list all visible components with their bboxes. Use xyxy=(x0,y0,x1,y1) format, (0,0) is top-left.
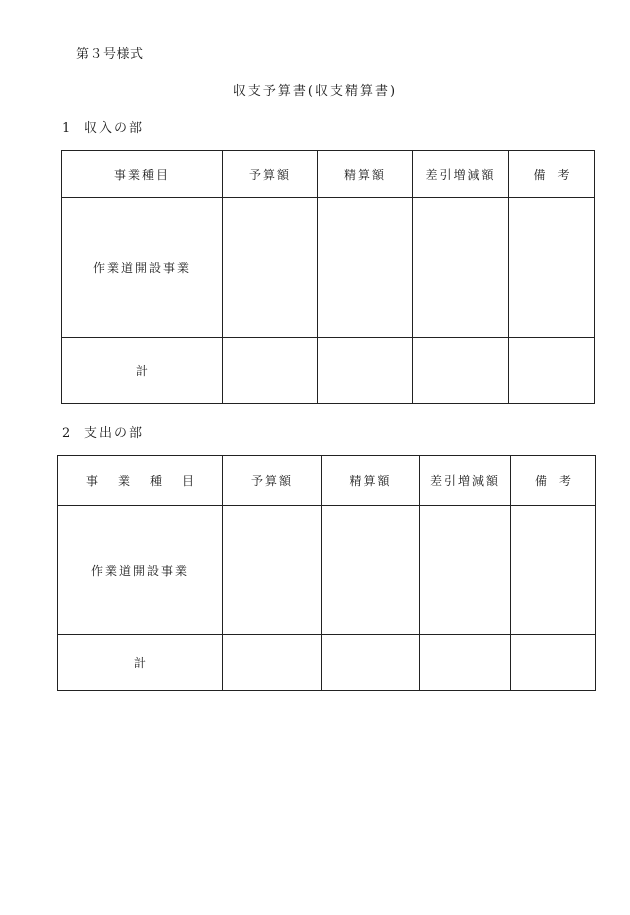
document-title: 収支予算書(収支精算書) xyxy=(232,84,398,99)
expense-table xyxy=(57,455,596,691)
cell-item: 計 xyxy=(62,338,223,404)
cell-difference xyxy=(413,338,509,404)
header-cell: 事業種目 xyxy=(62,151,223,198)
cell-item: 計 xyxy=(58,635,223,691)
cell-budget xyxy=(223,506,322,635)
table-header-row xyxy=(58,456,596,506)
cell-budget xyxy=(223,635,322,691)
cell-difference xyxy=(420,635,511,691)
header-cell: 備 考 xyxy=(511,456,596,506)
cell-budget xyxy=(223,338,318,404)
table-row xyxy=(62,198,595,338)
cell-settlement xyxy=(322,635,420,691)
table-row xyxy=(58,506,596,635)
section-heading-expense xyxy=(62,422,144,441)
header-cell: 備 考 xyxy=(509,151,595,198)
section-title: 支出の部 xyxy=(84,426,145,441)
header-cell: 差引増減額 xyxy=(413,151,509,198)
section-title: 収入の部 xyxy=(84,121,145,136)
header-cell: 精算額 xyxy=(318,151,413,198)
section-heading-income xyxy=(62,117,144,136)
cell-remarks xyxy=(509,198,595,338)
header-cell: 予算額 xyxy=(223,456,322,506)
cell-remarks xyxy=(511,506,596,635)
section-number: 2 xyxy=(62,426,73,441)
income-table xyxy=(61,150,595,404)
cell-difference xyxy=(420,506,511,635)
cell-budget xyxy=(223,198,318,338)
header-cell: 差引増減額 xyxy=(420,456,511,506)
cell-item: 作業道開設事業 xyxy=(62,198,223,338)
header-cell: 事業種目 xyxy=(58,456,223,506)
cell-settlement xyxy=(318,338,413,404)
cell-difference xyxy=(413,198,509,338)
cell-settlement xyxy=(322,506,420,635)
header-cell: 予算額 xyxy=(223,151,318,198)
table-row-total xyxy=(62,338,595,404)
table-row-total xyxy=(58,635,596,691)
form-number: 第３号様式 xyxy=(76,47,144,62)
table-header-row xyxy=(62,151,595,198)
cell-remarks xyxy=(509,338,595,404)
section-number: 1 xyxy=(62,121,73,136)
cell-settlement xyxy=(318,198,413,338)
header-cell: 精算額 xyxy=(322,456,420,506)
cell-item: 作業道開設事業 xyxy=(58,506,223,635)
cell-remarks xyxy=(511,635,596,691)
